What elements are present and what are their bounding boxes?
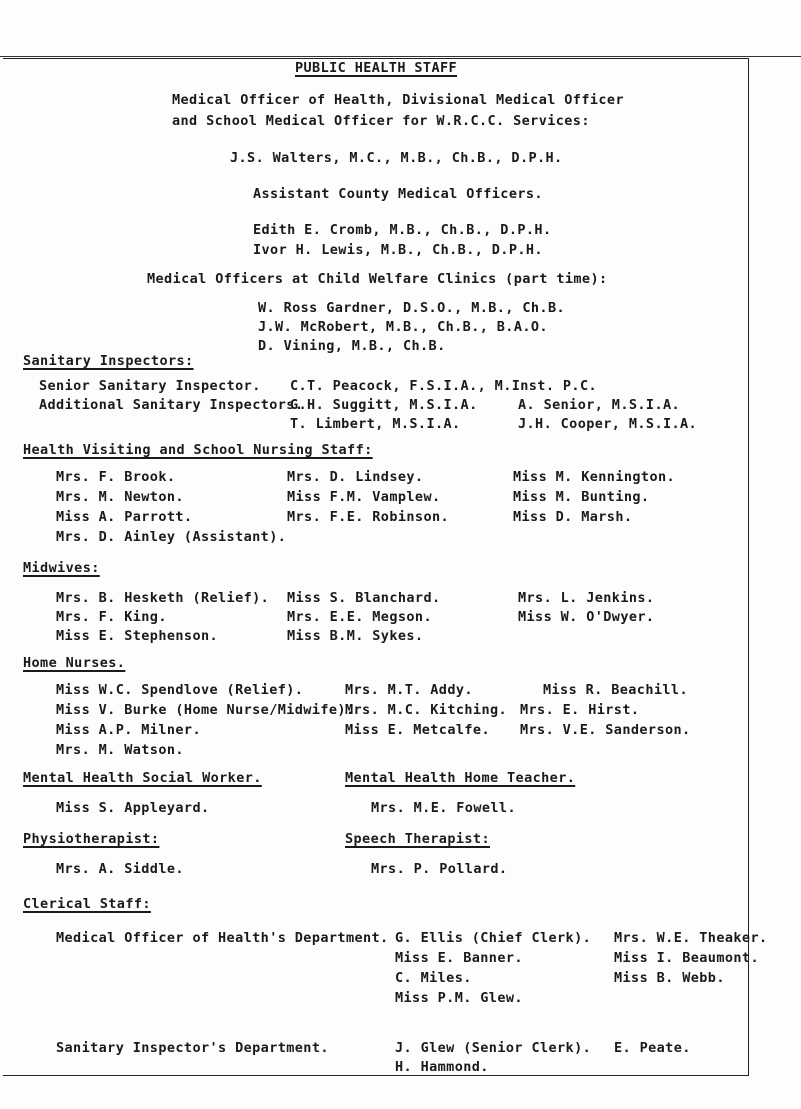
clerk-name: H. Hammond. — [395, 1059, 489, 1075]
moh-dept-label: Medical Officer of Health's Department. — [56, 930, 389, 946]
home-nurses-heading: Home Nurses. — [23, 655, 126, 671]
mh-social-heading: Mental Health Social Worker. — [23, 770, 262, 786]
clerk-name: Miss I. Beaumont. — [614, 950, 759, 966]
clerk-name: E. Peate. — [614, 1040, 691, 1056]
midwife-name: Mrs. E.E. Megson. — [287, 609, 432, 625]
si-dept-label: Sanitary Inspector's Department. — [56, 1040, 329, 1056]
home-nurse-name: Miss E. Metcalfe. — [345, 722, 490, 738]
home-nurse-name: Mrs. M. Watson. — [56, 742, 184, 758]
hv-name: Miss M. Bunting. — [513, 489, 650, 505]
additional-si-label: Additional Sanitary Inspectors. — [39, 397, 304, 413]
clerk-name: Miss E. Banner. — [395, 950, 523, 966]
hv-name: Mrs. F.E. Robinson. — [287, 509, 450, 525]
midwife-name: Mrs. L. Jenkins. — [518, 590, 655, 606]
mh-social-name: Miss S. Appleyard. — [56, 800, 210, 816]
cwc-name: J.W. McRobert, M.B., Ch.B., B.A.O. — [258, 319, 548, 335]
clerk-name: J. Glew (Senior Clerk). — [395, 1040, 592, 1056]
clerk-name: Miss B. Webb. — [614, 970, 725, 986]
hv-name: Mrs. D. Lindsey. — [287, 469, 424, 485]
acmo-name: Edith E. Cromb, M.B., Ch.B., D.P.H. — [253, 222, 552, 238]
additional-si-name: T. Limbert, M.S.I.A. — [290, 416, 461, 432]
speech-heading: Speech Therapist: — [345, 831, 490, 847]
page-frame — [3, 58, 749, 1076]
moh-name: J.S. Walters, M.C., M.B., Ch.B., D.P.H. — [230, 150, 563, 166]
hv-name: Mrs. D. Ainley (Assistant). — [56, 529, 287, 545]
home-nurse-name: Mrs. M.C. Kitching. — [345, 702, 508, 718]
hv-name: Miss D. Marsh. — [513, 509, 633, 525]
hv-name: Miss M. Kennington. — [513, 469, 676, 485]
additional-si-name: A. Senior, M.S.I.A. — [518, 397, 681, 413]
home-nurse-name: Miss A.P. Milner. — [56, 722, 201, 738]
sanitary-heading: Sanitary Inspectors: — [23, 353, 194, 369]
hv-name: Miss F.M. Vamplew. — [287, 489, 441, 505]
page-title: PUBLIC HEALTH STAFF — [295, 60, 458, 76]
home-nurse-name: Mrs. E. Hirst. — [520, 702, 640, 718]
cwc-heading: Medical Officers at Child Welfare Clinics (part time): — [147, 271, 608, 287]
acmo-name: Ivor H. Lewis, M.B., Ch.B., D.P.H. — [253, 242, 543, 258]
senior-si-name: C.T. Peacock, F.S.I.A., M.Inst. P.C. — [290, 378, 597, 394]
hv-name: Miss A. Parrott. — [56, 509, 193, 525]
midwives-heading: Midwives: — [23, 560, 100, 576]
clerical-heading: Clerical Staff: — [23, 896, 151, 912]
clerk-name: G. Ellis (Chief Clerk). — [395, 930, 592, 946]
midwife-name: Mrs. F. King. — [56, 609, 167, 625]
acmo-heading: Assistant County Medical Officers. — [253, 186, 543, 202]
home-nurse-name: Miss R. Beachill. — [543, 682, 688, 698]
home-nurse-name: Mrs. M.T. Addy. — [345, 682, 473, 698]
midwife-name: Mrs. B. Hesketh (Relief). — [56, 590, 270, 606]
home-nurse-name: Mrs. V.E. Sanderson. — [520, 722, 691, 738]
clerk-name: Mrs. W.E. Theaker. — [614, 930, 768, 946]
home-nurse-name: Miss W.C. Spendlove (Relief). — [56, 682, 304, 698]
physio-heading: Physiotherapist: — [23, 831, 160, 847]
midwife-name: Miss E. Stephenson. — [56, 628, 219, 644]
moh-line-2: and School Medical Officer for W.R.C.C. Services: — [172, 113, 590, 129]
midwife-name: Miss B.M. Sykes. — [287, 628, 424, 644]
cwc-name: D. Vining, M.B., Ch.B. — [258, 338, 446, 354]
senior-si-label: Senior Sanitary Inspector. — [39, 378, 261, 394]
moh-line-1: Medical Officer of Health, Divisional Medical Officer — [172, 92, 624, 108]
home-nurse-name: Miss V. Burke (Home Nurse/Midwife). — [56, 702, 355, 718]
additional-si-name: G.H. Suggitt, M.S.I.A. — [290, 397, 478, 413]
clerk-name: C. Miles. — [395, 970, 472, 986]
hv-heading: Health Visiting and School Nursing Staff: — [23, 442, 373, 458]
mh-home-name: Mrs. M.E. Fowell. — [371, 800, 516, 816]
midwife-name: Miss W. O'Dwyer. — [518, 609, 655, 625]
hv-name: Mrs. F. Brook. — [56, 469, 176, 485]
midwife-name: Miss S. Blanchard. — [287, 590, 441, 606]
physio-name: Mrs. A. Siddle. — [56, 861, 184, 877]
additional-si-name: J.H. Cooper, M.S.I.A. — [518, 416, 698, 432]
cwc-name: W. Ross Gardner, D.S.O., M.B., Ch.B. — [258, 300, 565, 316]
speech-name: Mrs. P. Pollard. — [371, 861, 508, 877]
clerk-name: Miss P.M. Glew. — [395, 990, 523, 1006]
hv-name: Mrs. M. Newton. — [56, 489, 184, 505]
mh-home-heading: Mental Health Home Teacher. — [345, 770, 576, 786]
